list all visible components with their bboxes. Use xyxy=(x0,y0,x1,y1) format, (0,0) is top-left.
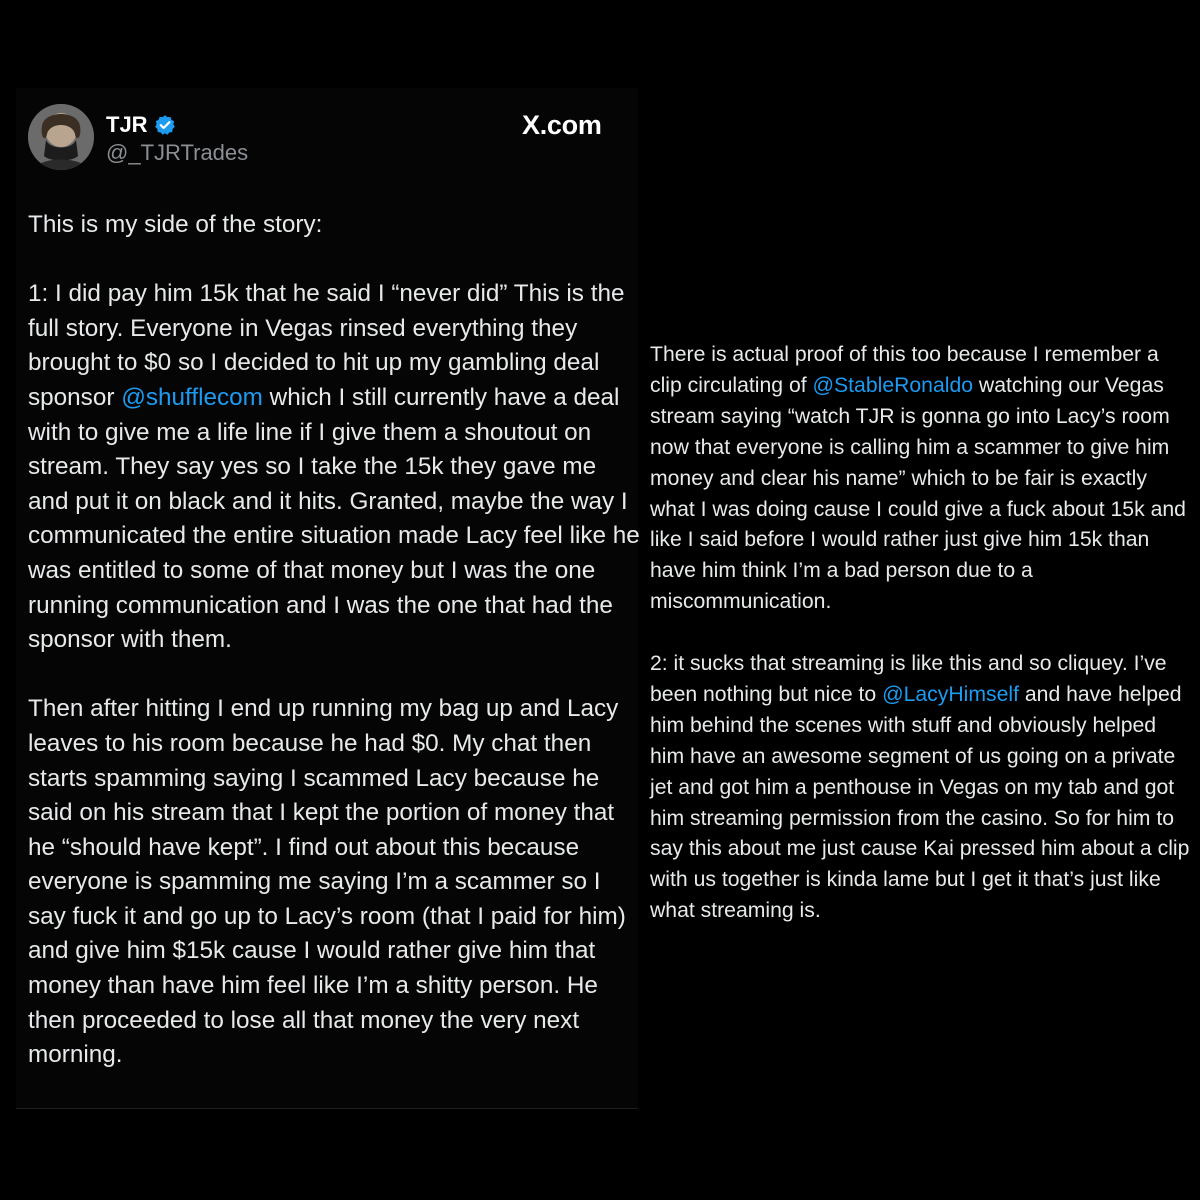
verified-badge-icon xyxy=(154,114,176,136)
post-paragraph-4-text-a: 2: it sucks that streaming is like this and so cliquey. I’ve been nothing but nice to xyxy=(650,652,1167,706)
post-paragraph-3 xyxy=(650,340,1195,618)
post-paragraph-1-text-a: 1: I did pay him 15k that he said I “never did” This is the full story. Everyone in Vegas rinsed everything they brought to $0 so I decided to hit up my gambling deal sponsor xyxy=(28,280,625,411)
mention-link-lacyhimself[interactable]: @LacyHimself xyxy=(882,682,1019,706)
post-paragraph-3-text-a: There is actual proof of this too because I remember a clip circulating of xyxy=(650,343,1159,397)
post-paragraph-4-text-b: and have helped him behind the scenes with stuff and obviously helped him have an awesome segment of us going on a private jet and got him a penthouse in Vegas on my tab and got him streaming permission from the casino. So for him to say this about me just cause Kai pressed him about a clip with us together is kinda lame but I get it that’s just like what streaming is. xyxy=(650,682,1190,923)
post-intro: This is my side of the story: xyxy=(28,211,323,238)
avatar[interactable] xyxy=(28,104,94,170)
post-paragraph-3-text-b: watching our Vegas stream saying “watch TJR is gonna go into Lacy’s room now that everyone is calling him a scammer to give him money and clear his name” which to be fair is exactly what I was doing cause I could give a fuck about 15k and like I said before I would rather just give him 15k than have him think I’m a bad person due to a miscommunication. xyxy=(650,373,1186,614)
post-paragraph-1-text-b: which I still currently have a deal with to give me a life line if I give them a shoutout on stream. They say yes so I take the 15k they gave me and put it on black and it hits. Granted, maybe the way I communicated the entire situation made Lacy feel like he was entitled to some of that money but I was the one running communication and I was the one that had the sponsor with them. xyxy=(28,383,640,654)
post-paragraph-4 xyxy=(650,649,1195,927)
author-handle[interactable]: @_TJRTrades xyxy=(106,140,249,165)
profile-photo-icon xyxy=(28,104,94,170)
mention-link-shufflecom[interactable]: @shufflecom xyxy=(121,383,263,411)
post-paragraph-1 xyxy=(28,277,640,658)
site-label: X.com xyxy=(522,110,602,140)
post-text-left xyxy=(28,208,640,1073)
author-display-name[interactable]: TJR xyxy=(106,112,148,137)
post-paragraph-2: Then after hitting I end up running my bag up and Lacy leaves to his room because he had $0. My chat then starts spamming saying I scammed Lacy because he said on his stream that I kept the portion of money that he “should have kept”. I find out about this because everyone is spamming me saying I’m a scammer so I say fuck it and go up to Lacy’s room (that I paid for him) and give him $15k cause I would rather give him that money than have him feel like I’m a shitty person. He then proceeded to lose all that money the very next morning. xyxy=(28,695,626,1069)
mention-link-stableronaldo[interactable]: @StableRonaldo xyxy=(812,373,974,397)
author-name-row xyxy=(106,110,176,140)
post-text-right xyxy=(650,340,1195,927)
